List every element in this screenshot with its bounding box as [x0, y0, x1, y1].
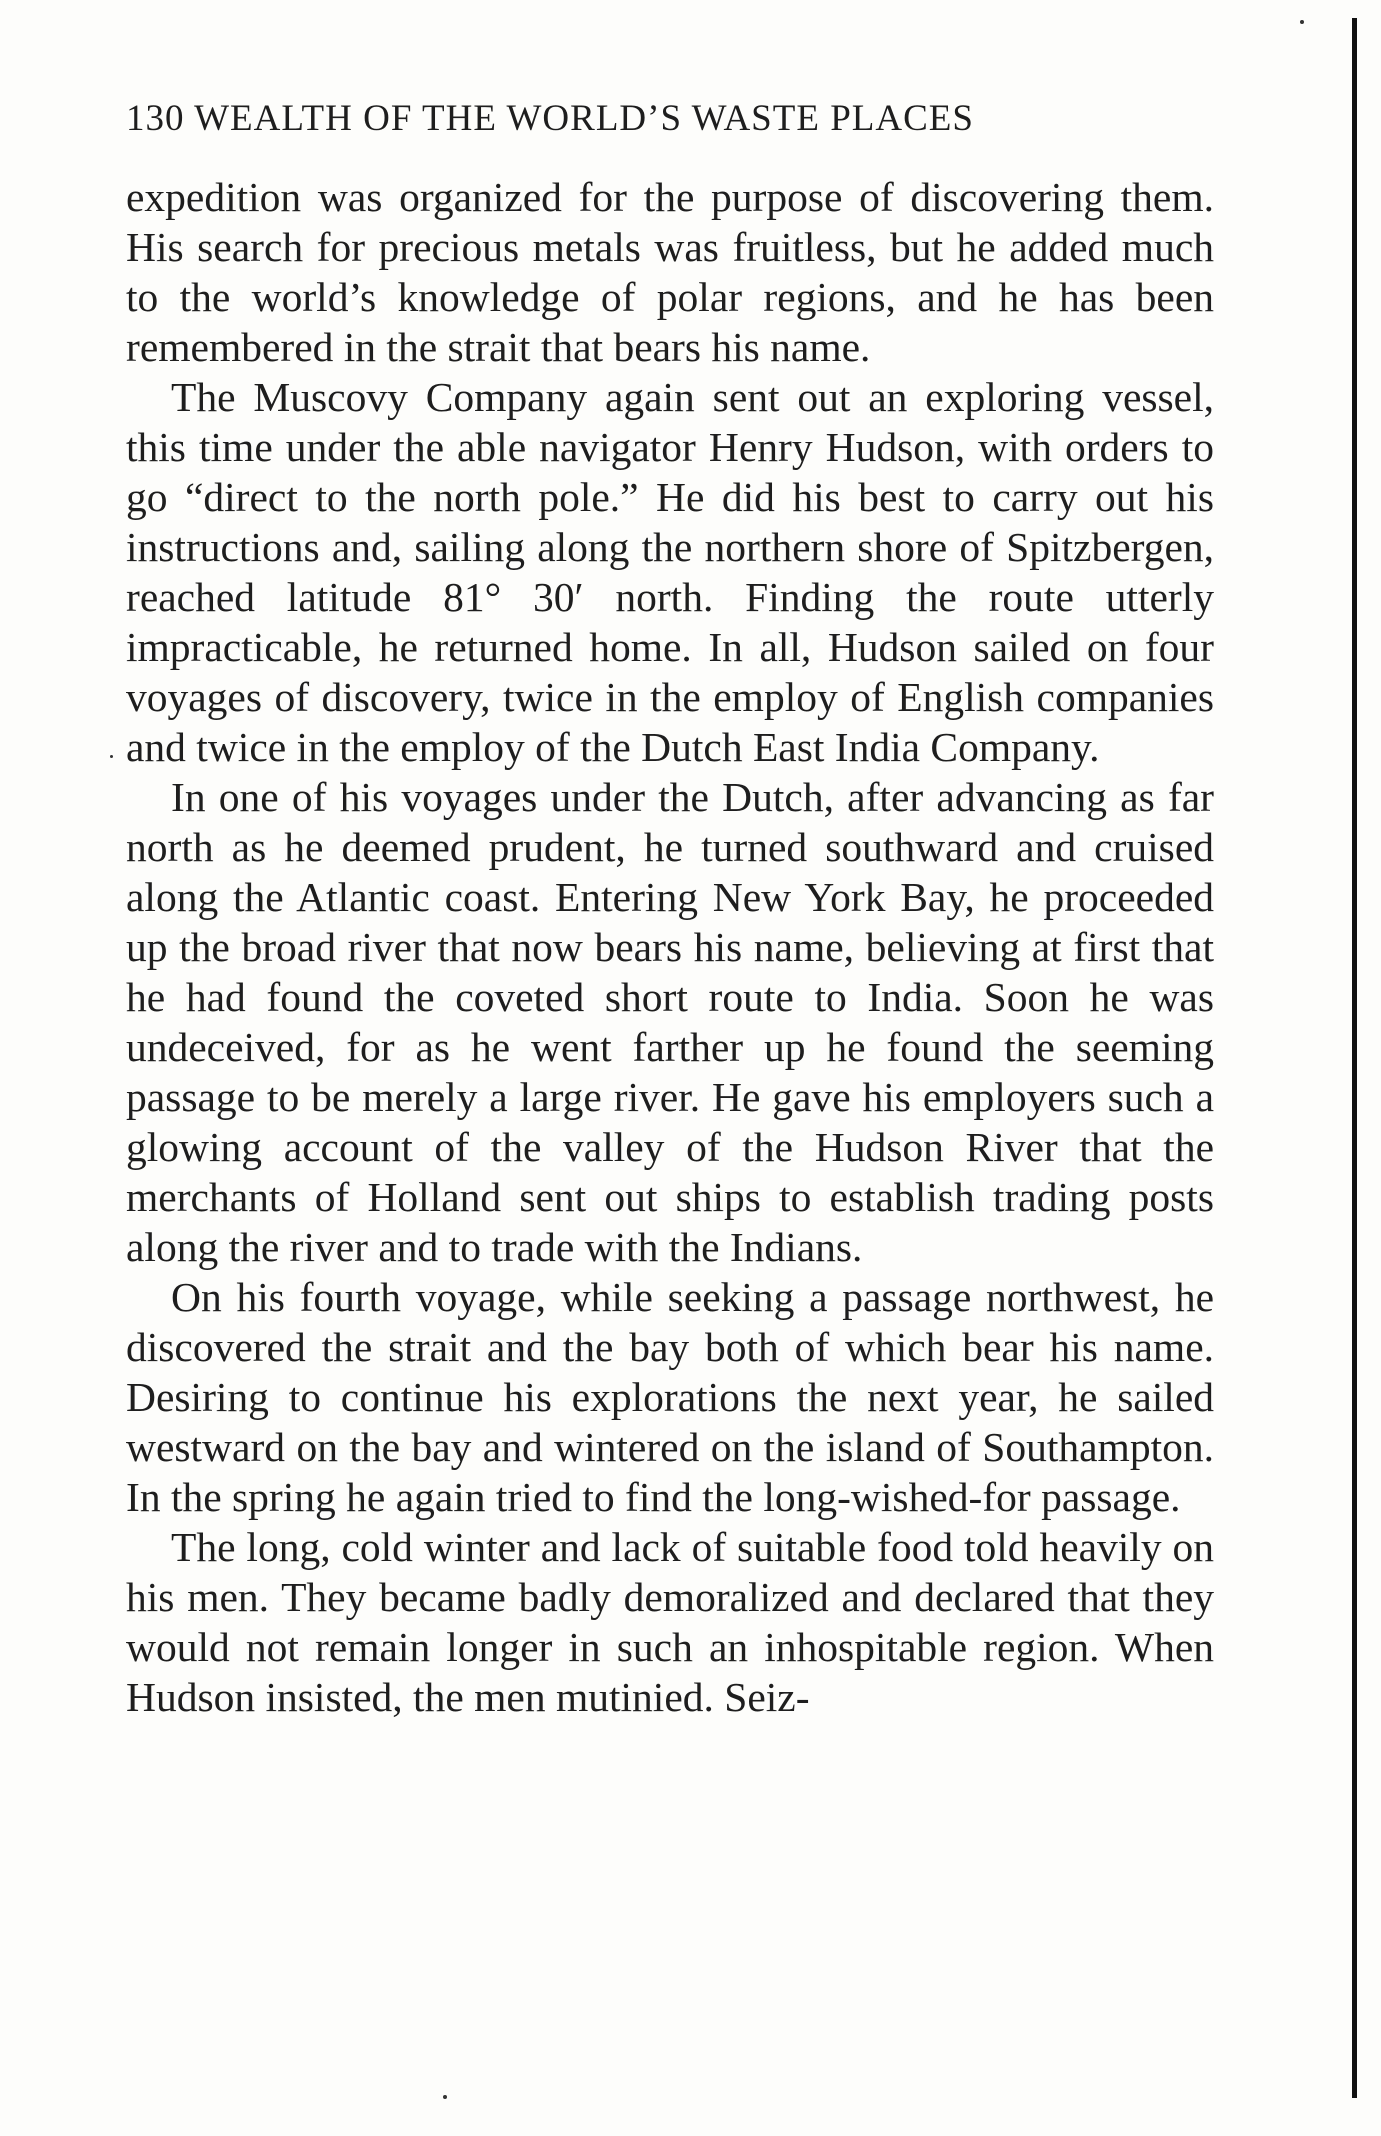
body-text [126, 172, 1214, 1722]
scan-speck [443, 2095, 447, 2099]
scan-speck [110, 755, 113, 758]
paragraph-5: The long, cold winter and lack of suitable food told heavily on his men. They became badly demoralized and declared that they would not remain longer in such an inhospitable region. When Hudson insisted, the men mutinied. Seiz- [126, 1524, 1214, 1720]
page-number: 130 [126, 98, 185, 139]
running-title: WEALTH OF THE WORLD’S WASTE PLACES [194, 98, 974, 139]
paragraph-3: In one of his voyages under the Dutch, after advancing as far north as he deemed prudent, he turned southward and cruised along the Atlantic coast. Entering New York Bay, he proceeded up the broad river that now bears his name, believing at first that he had found the coveted short route to India. Soon he was undeceived, for as he went farther up he found the seeming passage to be merely a large river. He gave his employers such a glowing account of the valley of the Hudson River that the merchants of Holland sent out ships to establish trading posts along the river and to trade with the Indians. [126, 774, 1214, 1270]
running-header [126, 94, 1226, 144]
page-edge-rule [1352, 18, 1357, 2098]
paragraph-1: expedition was organized for the purpose of discovering them. His search for precious metals was fruitless, but he added much to the world’s knowledge of polar regions, and he has been remembered in the strait that bears his name. [126, 174, 1214, 370]
paragraph-4: On his fourth voyage, while seeking a passage northwest, he discovered the strait and the bay both of which bear his name. Desiring to continue his explorations the next year, he sailed westward on the bay and wintered on the island of Southampton. In the spring he again tried to find the long-wished-for passage. [126, 1274, 1214, 1520]
scan-speck [1300, 20, 1304, 24]
paragraph-2: The Muscovy Company again sent out an exploring vessel, this time under the able navigator Henry Hudson, with orders to go “direct to the north pole.” He did his best to carry out his instructions and, sailing along the northern shore of Spitzbergen, reached latitude 81° 30′ north. Finding the route utterly impracticable, he returned home. In all, Hudson sailed on four voyages of discovery, twice in the employ of English companies and twice in the employ of the Dutch East India Company. [126, 374, 1214, 770]
